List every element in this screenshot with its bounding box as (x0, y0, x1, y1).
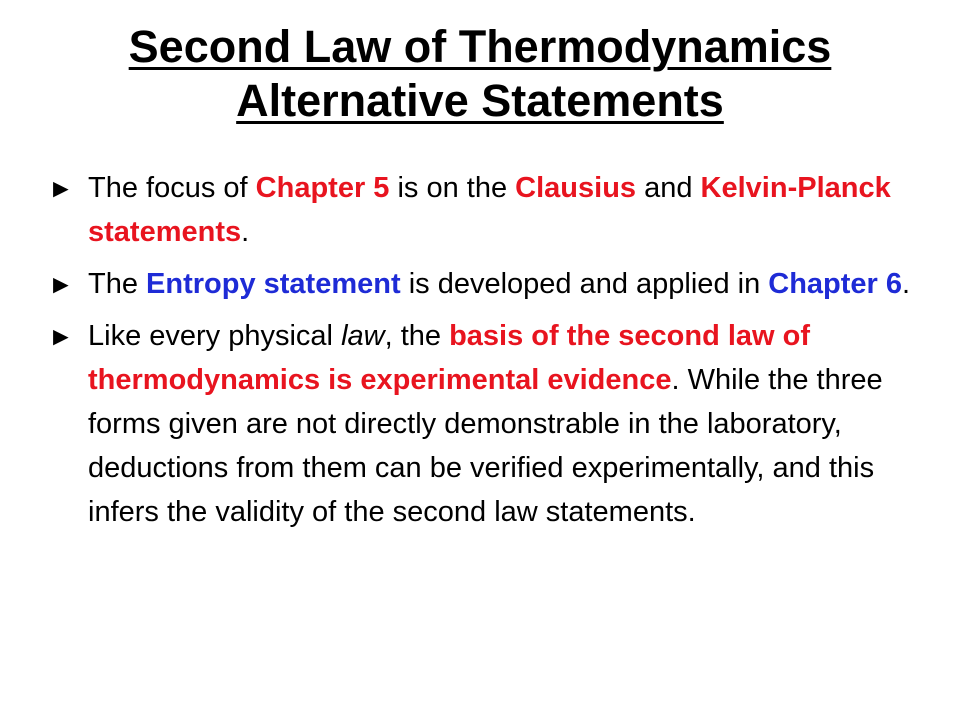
highlight-entropy-statement: Entropy statement (146, 268, 401, 300)
bullet-text: , the (384, 320, 450, 352)
bullet-text: is developed and applied in (400, 268, 769, 300)
bullet-list (48, 166, 928, 542)
bullet-text: . (902, 268, 911, 300)
arrow-bullet-icon: ► (48, 321, 74, 351)
bullet-text: and (636, 172, 701, 204)
highlight-kelvin-planck: Kelvin-Planck statements (88, 172, 891, 248)
title-line-2: Alternative Statements (236, 75, 724, 126)
bullet-text: . While the three forms given are not directly demonstrable in the laboratory, deductions from them can be verified experimentally, and this infers the validity of the second law statements. (88, 364, 883, 528)
highlight-clausius: Clausius (515, 172, 637, 204)
bullet-text: Like every physical (88, 320, 342, 352)
bullet-text: The focus of (88, 172, 256, 204)
bullet-text: is on the (389, 172, 516, 204)
bullet-entropy (48, 262, 928, 306)
highlight-chapter-6: Chapter 6 (768, 268, 903, 300)
bullet-chapter5 (48, 166, 928, 254)
arrow-bullet-icon: ► (48, 269, 74, 299)
bullet-text: . (241, 216, 250, 248)
italic-law: law (341, 320, 385, 352)
bullet-text: The (88, 268, 147, 300)
highlight-chapter-5: Chapter 5 (255, 172, 390, 204)
highlight-experimental-basis: basis of the second law of thermodynamics is experimental evidence (88, 320, 811, 396)
bullet-experimental-basis (48, 314, 928, 534)
title-line-1: Second Law of Thermodynamics (128, 21, 832, 72)
slide-title (0, 20, 960, 128)
arrow-bullet-icon: ► (48, 173, 74, 203)
